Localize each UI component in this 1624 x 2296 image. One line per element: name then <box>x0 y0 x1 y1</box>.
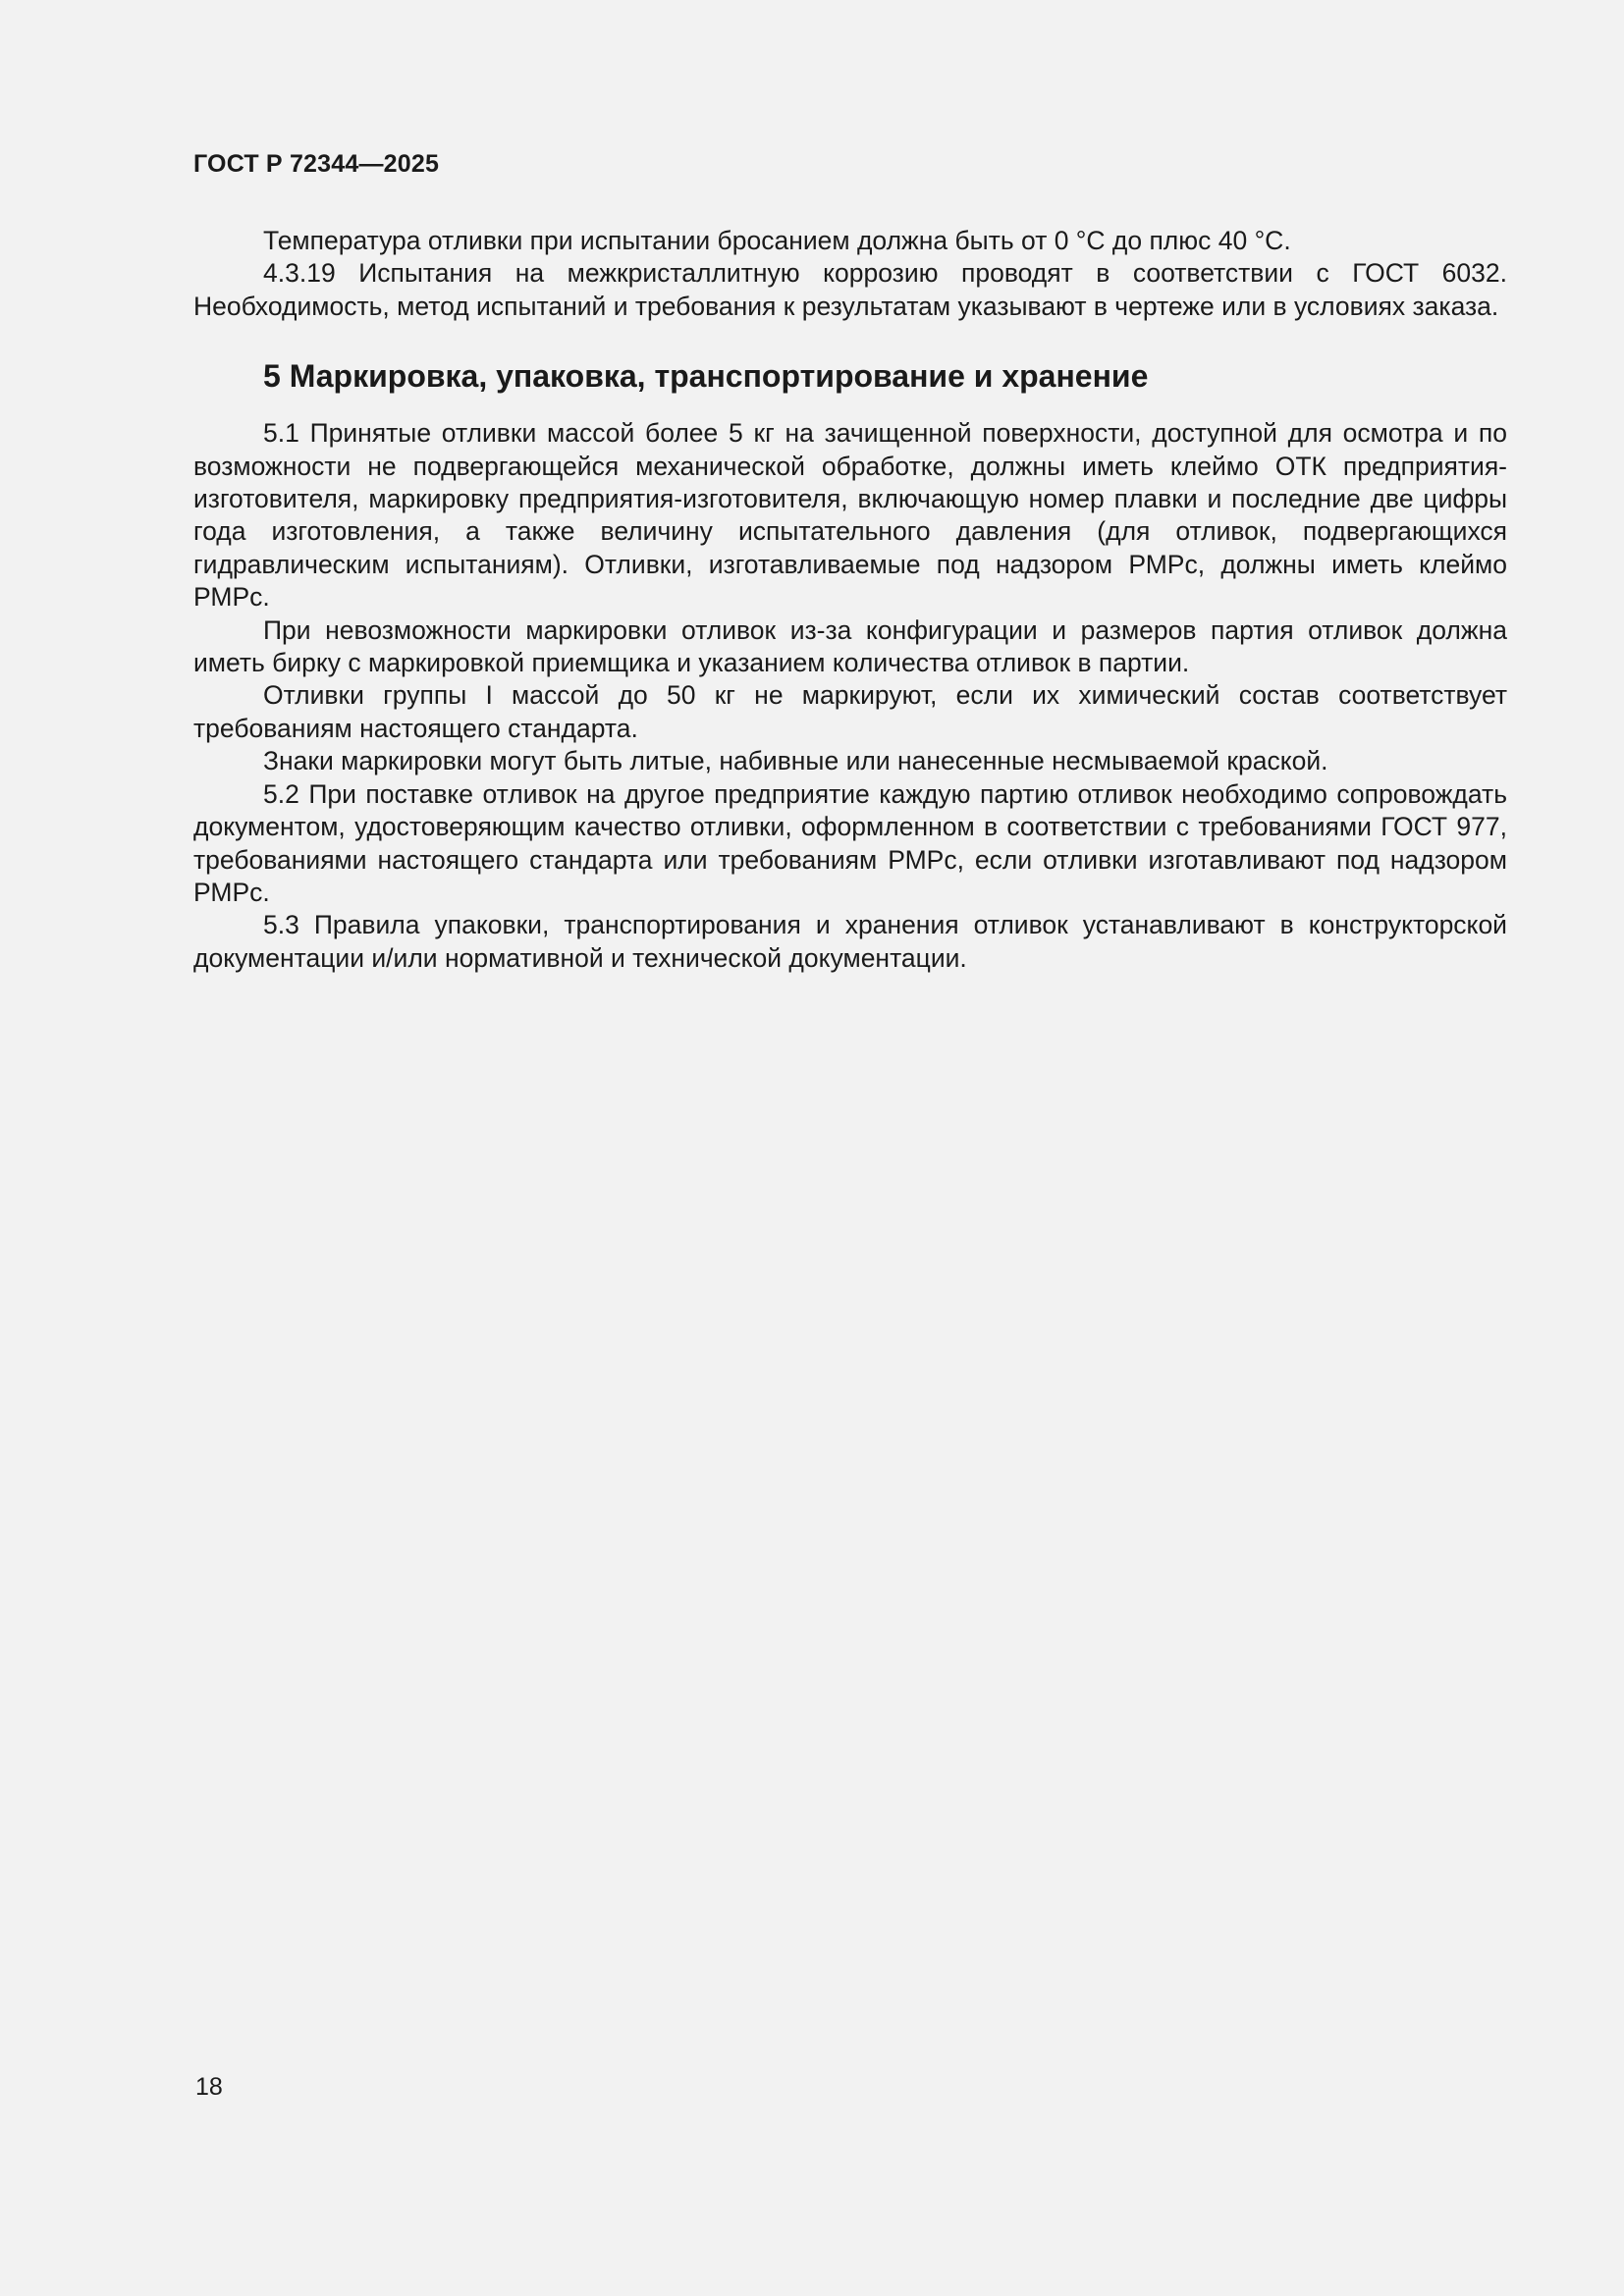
paragraph-5-2: 5.2 При поставке отливок на другое предприятие каждую партию отливок необходимо сопровождать документом, удостоверяющим качество отливки, оформленном в соответствии с требованиями ГОСТ 977, требованиями настоящего стандарта или требованиям РМРс, если отливки изготавливают под надзором РМРс. <box>193 778 1507 907</box>
paragraph-marking-impossible: При невозможности маркировки отливок из-за конфигурации и размеров партия отливок должна иметь бирку с маркировкой приемщика и указанием количества отливок в партии. <box>193 614 1507 678</box>
page-number: 18 <box>195 2073 223 2101</box>
section-title: 5 Маркировка, упаковка, транспортирование и хранение <box>263 358 1149 395</box>
paragraph-group-1: Отливки группы I массой до 50 кг не маркируют, если их химический состав соответствует требованиям настоящего стандарта. <box>193 680 1507 743</box>
paragraph-temperature: Температура отливки при испытании бросанием должна быть от 0 °С до плюс 40 °С. <box>263 226 1291 255</box>
paragraph-5-1: 5.1 Принятые отливки массой более 5 кг на зачищенной поверхности, доступной для осмотра и по возможности не подвергающейся механической обработке, должны иметь клеймо ОТК предприятия-изготовителя, маркировку предприятия-изготовителя, включающую номер плавки и последние две цифры года изготовления, а также величину испытательного давления (для отливок, подвергающихся гидравлическим испытаниям). Отливки, изготавливаемые под надзором РМРс, должны иметь клеймо РМРс. <box>193 418 1507 613</box>
paragraph-5-3: 5.3 Правила упаковки, транспортирования и хранения отливок устанавливают в конструкторской документации и/или нормативной и технической документации. <box>193 910 1507 973</box>
paragraph-marking-signs: Знаки маркировки могут быть литые, набивные или нанесенные несмываемой краской. <box>263 746 1328 776</box>
document-header: ГОСТ Р 72344—2025 <box>193 150 440 178</box>
document-body <box>193 225 1507 975</box>
paragraph-4-3-19: 4.3.19 Испытания на межкристаллитную коррозию проводят в соответствии с ГОСТ 6032. Необходимость, метод испытаний и требования к результатам указывают в чертеже или в условиях заказа. <box>193 258 1507 321</box>
